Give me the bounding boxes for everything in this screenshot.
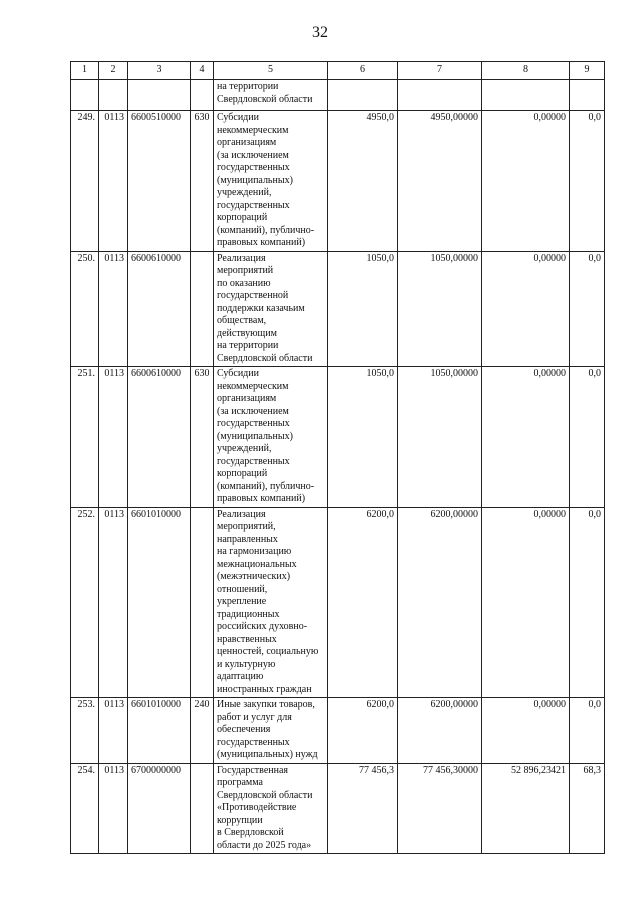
- approved-amount: [398, 80, 482, 111]
- col-header-7: 7: [398, 62, 482, 80]
- section-code: [99, 80, 128, 111]
- header-row: [71, 62, 605, 80]
- planned-amount: 77 456,3: [328, 763, 398, 854]
- col-header-9: 9: [570, 62, 605, 80]
- item-name: Реализация мероприятий по оказанию государственной поддержки казачьим обществам, действующим на территории Свердловской области: [214, 251, 328, 367]
- planned-amount: 1050,0: [328, 367, 398, 508]
- target-article-code: 6601010000: [128, 507, 191, 698]
- row-number: 254.: [71, 763, 99, 854]
- executed-amount: 0,00000: [482, 111, 570, 252]
- col-header-8: 8: [482, 62, 570, 80]
- executed-amount: 0,00000: [482, 507, 570, 698]
- planned-amount: 6200,0: [328, 698, 398, 764]
- page-number: 32: [312, 24, 328, 41]
- execution-percent: 0,0: [570, 507, 605, 698]
- expense-type-code: [191, 763, 214, 854]
- row-number: [71, 80, 99, 111]
- item-name: Субсидии некоммерческим организациям (за исключением государственных (муниципальных) учреждений, государственных корпораций (компаний), публично- правовых компаний): [214, 111, 328, 252]
- approved-amount: 77 456,30000: [398, 763, 482, 854]
- section-code: 0113: [99, 698, 128, 764]
- execution-percent: [570, 80, 605, 111]
- table-row: [71, 80, 605, 111]
- col-header-2: 2: [99, 62, 128, 80]
- item-name: на территории Свердловской области: [214, 80, 328, 111]
- section-code: 0113: [99, 367, 128, 508]
- row-number: 250.: [71, 251, 99, 367]
- table-row: [71, 507, 605, 698]
- target-article-code: 6600610000: [128, 367, 191, 508]
- target-article-code: 6601010000: [128, 698, 191, 764]
- table-body: [71, 62, 605, 854]
- section-code: 0113: [99, 111, 128, 252]
- expense-type-code: 240: [191, 698, 214, 764]
- col-header-6: 6: [328, 62, 398, 80]
- expense-type-code: [191, 507, 214, 698]
- section-code: 0113: [99, 251, 128, 367]
- section-code: 0113: [99, 507, 128, 698]
- approved-amount: 6200,00000: [398, 698, 482, 764]
- planned-amount: 6200,0: [328, 507, 398, 698]
- table-row: [71, 111, 605, 252]
- executed-amount: 0,00000: [482, 251, 570, 367]
- planned-amount: 4950,0: [328, 111, 398, 252]
- executed-amount: [482, 80, 570, 111]
- item-name: Иные закупки товаров, работ и услуг для обеспечения государственных (муниципальных) нужд: [214, 698, 328, 764]
- expense-type-code: [191, 251, 214, 367]
- row-number: 249.: [71, 111, 99, 252]
- execution-percent: 0,0: [570, 251, 605, 367]
- executed-amount: 52 896,23421: [482, 763, 570, 854]
- approved-amount: 1050,00000: [398, 367, 482, 508]
- table-row: [71, 367, 605, 508]
- approved-amount: 1050,00000: [398, 251, 482, 367]
- row-number: 252.: [71, 507, 99, 698]
- target-article-code: 6600610000: [128, 251, 191, 367]
- approved-amount: 4950,00000: [398, 111, 482, 252]
- expense-type-code: [191, 80, 214, 111]
- executed-amount: 0,00000: [482, 367, 570, 508]
- approved-amount: 6200,00000: [398, 507, 482, 698]
- item-name: Государственная программа Свердловской области «Противодействие коррупции в Свердловской области до 2025 года»: [214, 763, 328, 854]
- execution-percent: 0,0: [570, 698, 605, 764]
- item-name: Реализация мероприятий, направленных на гармонизацию межнациональных (межэтнических) отношений, укрепление традиционных российских духовно- нравственных ценностей, социальную и культурную адаптацию иностранных граждан: [214, 507, 328, 698]
- table-row: [71, 251, 605, 367]
- section-code: 0113: [99, 763, 128, 854]
- table-row: [71, 763, 605, 854]
- target-article-code: 6700000000: [128, 763, 191, 854]
- planned-amount: 1050,0: [328, 251, 398, 367]
- expense-type-code: 630: [191, 111, 214, 252]
- execution-percent: 68,3: [570, 763, 605, 854]
- expense-type-code: 630: [191, 367, 214, 508]
- item-name: Субсидии некоммерческим организациям (за исключением государственных (муниципальных) учреждений, государственных корпораций (компаний), публично- правовых компаний): [214, 367, 328, 508]
- table-row: [71, 698, 605, 764]
- planned-amount: [328, 80, 398, 111]
- col-header-1: 1: [71, 62, 99, 80]
- col-header-3: 3: [128, 62, 191, 80]
- execution-percent: 0,0: [570, 367, 605, 508]
- target-article-code: [128, 80, 191, 111]
- execution-percent: 0,0: [570, 111, 605, 252]
- target-article-code: 6600510000: [128, 111, 191, 252]
- col-header-4: 4: [191, 62, 214, 80]
- executed-amount: 0,00000: [482, 698, 570, 764]
- row-number: 251.: [71, 367, 99, 508]
- budget-table: [70, 61, 605, 854]
- row-number: 253.: [71, 698, 99, 764]
- col-header-5: 5: [214, 62, 328, 80]
